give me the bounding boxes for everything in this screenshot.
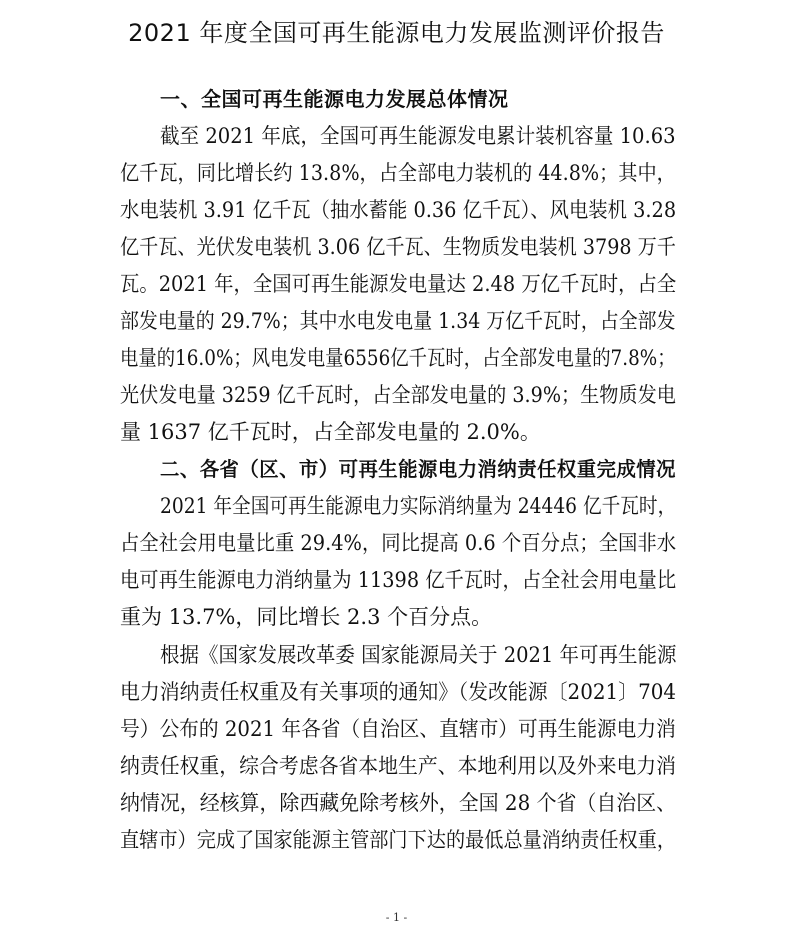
paragraph-line: 2021 年全国可再生能源电力实际消纳量为 24446 亿千瓦时，: [160, 494, 677, 518]
section-heading-2: 二、各省（区、市）可再生能源电力消纳责任权重完成情况: [160, 457, 676, 481]
paragraph-line: 部发电量的 29.7%；其中水电发电量 1.34 万亿千瓦时，占全部发: [120, 309, 676, 333]
paragraph-line: 截至 2021 年底，全国可再生能源发电累计装机容量 10.63: [160, 124, 676, 148]
paragraph-line: 占全社会用电量比重 29.4%，同比提高 0.6 个百分点；全国非水: [120, 531, 677, 555]
section-heading-1: 一、全国可再生能源电力发展总体情况: [160, 87, 509, 111]
paragraph-line: 号）公布的 2021 年各省（自治区、直辖市）可再生能源电力消: [120, 717, 676, 741]
paragraph-line: 瓦。2021 年，全国可再生能源发电量达 2.48 万亿千瓦时，占全: [120, 272, 677, 296]
paragraph-line: 直辖市）完成了国家能源主管部门下达的最低总量消纳责任权重，: [120, 828, 677, 852]
page-number: - 1 -: [385, 911, 408, 924]
paragraph-line: 电力消纳责任权重及有关事项的通知》（发改能源〔2021〕704: [120, 680, 677, 704]
paragraph-line: 纳情况，经核算，除西藏免除考核外，全国 28 个省（自治区、: [120, 791, 677, 815]
paragraph-line: 重为 13.7%，同比增长 2.3 个百分点。: [120, 605, 493, 629]
paragraph-line: 电可再生能源电力消纳量为 11398 亿千瓦时，占全社会用电量比: [120, 568, 677, 592]
paragraph-line: 光伏发电量 3259 亿千瓦时，占全部发电量的 3.9%；生物质发电: [120, 383, 676, 407]
paragraph-line: 根据《国家发展改革委 国家能源局关于 2021 年可再生能源: [160, 643, 677, 667]
paragraph-line: 量 1637 亿千瓦时，占全部发电量的 2.0%。: [120, 420, 541, 444]
paragraph-line: 亿千瓦、光伏发电装机 3.06 亿千瓦、生物质发电装机 3798 万千: [120, 235, 676, 259]
paragraph-line: 纳责任权重，综合考虑各省本地生产、本地利用以及外来电力消: [120, 754, 677, 778]
paragraph-line: 亿千瓦，同比增长约 13.8%，占全部电力装机的 44.8%；其中，: [120, 161, 676, 185]
paragraph-line: 电量的16.0%；风电发电量6556亿千瓦时，占全部发电量的7.8%；: [120, 346, 676, 370]
document-title: 2021 年度全国可再生能源电力发展监测评价报告: [128, 19, 665, 47]
paragraph-line: 水电装机 3.91 亿千瓦（抽水蓄能 0.36 亿千瓦）、风电装机 3.28: [120, 198, 677, 222]
